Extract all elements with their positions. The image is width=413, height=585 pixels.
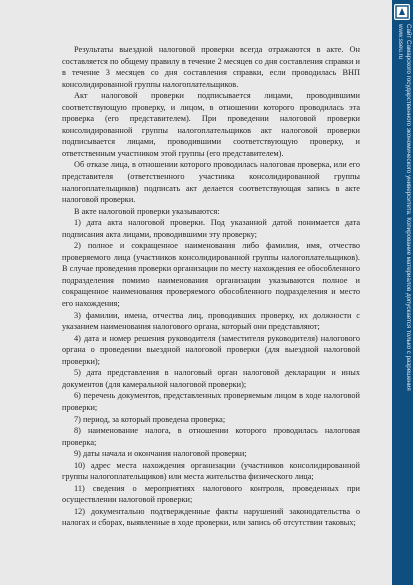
- list-item: 3) фамилии, имена, отчества лиц, проводивших проверку, их должности с указанием наименования налогового органа, который они представляют;: [62, 310, 360, 332]
- list-item: 9) даты начала и окончания налоговой проверки;: [74, 449, 247, 459]
- watermark-url[interactable]: www.sseu.ru: [397, 24, 404, 60]
- list-item: 7) период, за который проведена проверка;: [74, 414, 226, 424]
- list-item: 10) адрес места нахождения организации (участников консолидированной группы налогоплательщиков) или места жительства физического лица;: [62, 460, 360, 482]
- document-body: [62, 44, 360, 529]
- paragraph: Об отказе лица, в отношении которого проводилась налоговая проверка, или его представителя (ответственного участника консолидированной группы налогоплательщиков) подписать акт делается соответствующая запись в акте налоговой проверки.: [62, 160, 360, 205]
- list-item: 6) перечень документов, представленных проверяемым лицом в ходе налоговой проверки;: [62, 391, 360, 412]
- list-item: 8) наименование налога, в отношении которого проводилась налоговая проверка;: [62, 426, 360, 447]
- university-logo-icon: [394, 4, 410, 20]
- paragraph: В акте налоговой проверки указываются:: [74, 206, 220, 216]
- list-item: 2) полное и сокращенное наименования либо фамилия, имя, отчество проверяемого лица (участников консолидированной группы налогоплательщиков). В случае проведения проверки организации по месту нахождения ее обособленного подразделения помимо наименования организации указываются полное и сокращенное наименования проверяемого обособленного подразделения и место его нахождения;: [62, 241, 360, 309]
- list-item: 12) документально подтвержденные факты нарушений законодательства о налогах и сборах, выявленные в ходе проверки, или запись об отсутствии таковых;: [62, 506, 360, 528]
- list-item: 1) дата акта налоговой проверки. Под указанной датой понимается дата подписания акта лицами, проводившими эту проверку;: [62, 218, 360, 239]
- list-item: 5) дата представления в налоговый орган налоговой декларации и иных документов (для камеральной налоговой проверки);: [62, 368, 360, 389]
- list-item: 11) сведения о мероприятиях налогового контроля, проведенных при осуществлении налоговой проверки;: [62, 483, 360, 505]
- paragraph: Результаты выездной налоговой проверки всегда отражаются в акте. Он составляется по общему правилу в течение 2 месяцев со дня составления справки и в течение 3 месяцев со дня составления справки, если проводилась ВНП консолидированной группы налогоплательщиков.: [62, 45, 360, 89]
- watermark-line: Сайт Самарского государственного экономического университета. Копирование материалов допускается только с разрешения: [405, 24, 412, 391]
- paragraph: Акт налоговой проверки подписывается лицами, проводившими соответствующую проверку, и лицом, в отношении которого проводилась эта проверка (его представителем). При проведении налоговой проверки консолидированной группы налогоплательщиков акт налоговой проверки подписывается лицами, проводившими соответствующую проверку, и ответственным участником этой группы (его представителем).: [62, 91, 360, 158]
- list-item: 4) дата и номер решения руководителя (заместителя руководителя) налогового органа о проведении выездной налоговой проверки (для выездной налоговой проверки);: [62, 333, 360, 366]
- watermark-text: [393, 24, 412, 580]
